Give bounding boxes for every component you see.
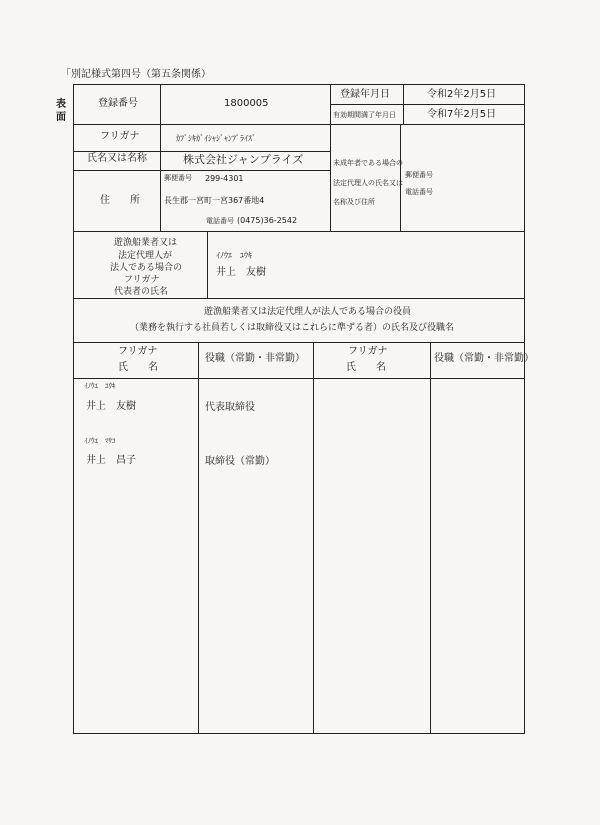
form-frame <box>73 84 525 734</box>
minor-label-1: 未成年者である場合の <box>333 159 403 167</box>
rep-label-1: 遊漁船業者又は <box>114 238 178 248</box>
side-label-bottom: 面 <box>56 112 66 123</box>
officer-2-furigana: ｲﾉｳｴ ﾏｻｺ <box>84 437 116 445</box>
rule <box>403 84 404 124</box>
minor-postal-label: 郵便番号 <box>405 171 433 179</box>
applicant-name-value: 株式会社ジャンプライズ <box>183 153 304 166</box>
col-position-right: 役職（常勤・非常勤） <box>434 353 534 364</box>
form-title: ｢別記様式第四号（第五条関係） <box>66 69 211 80</box>
rule <box>207 231 208 298</box>
rule <box>330 104 525 105</box>
col-furigana-left: フリガナ <box>118 346 158 357</box>
address-value: 長生郡一宮町一宮367番地4 <box>164 196 265 205</box>
minor-label-3: 名称及び住所 <box>333 198 375 206</box>
furigana-label: フリガナ <box>100 131 140 142</box>
officers-header-2: （業務を執行する社員若しくは取締役又はこれらに準ずる者）の氏名及び役職名 <box>130 323 455 333</box>
furigana-value: ｶﾌﾞｼｷｶﾞｲｼｬｼﾞｬﾝﾌﾟﾗｲｽﾞ <box>176 134 256 143</box>
rep-label-5: 代表者の氏名 <box>114 287 169 297</box>
rule <box>73 231 525 232</box>
rule <box>73 298 525 299</box>
rep-label-4: フリガナ <box>124 275 160 285</box>
rule <box>400 124 401 231</box>
rule <box>73 124 525 125</box>
col-name-left: 氏 名 <box>118 362 158 373</box>
rule <box>73 342 525 343</box>
officer-1-furigana: ｲﾉｳｴ ﾕｳｷ <box>84 382 116 390</box>
rule <box>198 342 199 734</box>
col-position-left: 役職（常勤・非常勤） <box>205 353 305 364</box>
col-furigana-right: フリガナ <box>348 346 388 357</box>
registration-number-value: 1800005 <box>224 98 269 109</box>
registration-date-label: 登録年月日 <box>340 89 390 100</box>
rule <box>160 84 161 231</box>
side-label-top: 表 <box>56 99 66 110</box>
rep-label-2: 法定代理人が <box>118 251 173 261</box>
postal-label: 郵便番号 <box>164 174 192 182</box>
registration-date-value: 令和2年2月5日 <box>427 89 497 100</box>
rep-name-value: 井上 友樹 <box>216 267 266 278</box>
minor-phone-label: 電話番号 <box>405 188 433 196</box>
rule <box>313 342 314 734</box>
officer-1-name: 井上 友樹 <box>86 401 136 412</box>
officer-1-position: 代表取締役 <box>205 402 255 413</box>
name-label: 氏名又は名称 <box>87 153 147 164</box>
rule <box>430 342 431 734</box>
officer-2-position: 取締役（常勤） <box>205 456 275 467</box>
phone-label: 電話番号 <box>206 217 234 225</box>
expiry-value: 令和7年2月5日 <box>427 109 497 120</box>
col-name-right: 氏 名 <box>346 362 386 373</box>
officer-2-name: 井上 昌子 <box>86 455 136 466</box>
rep-furigana-value: ｲﾉｳｴ ﾕｳｷ <box>216 251 252 260</box>
officers-header-1: 遊漁船業者又は法定代理人が法人である場合の役員 <box>204 307 412 317</box>
registration-number-label: 登録番号 <box>98 98 138 109</box>
rule <box>73 170 330 171</box>
postal-value: 299-4301 <box>205 174 244 183</box>
minor-label-2: 法定代理人の氏名又は <box>333 179 403 187</box>
rule <box>73 378 525 379</box>
expiry-label: 有効期間満了年月日 <box>333 111 396 119</box>
rule <box>330 84 331 231</box>
rule <box>73 151 330 152</box>
rep-label-3: 法人である場合の <box>110 263 183 273</box>
phone-value: (0475)36-2542 <box>237 216 298 225</box>
address-label: 住 所 <box>100 195 140 206</box>
